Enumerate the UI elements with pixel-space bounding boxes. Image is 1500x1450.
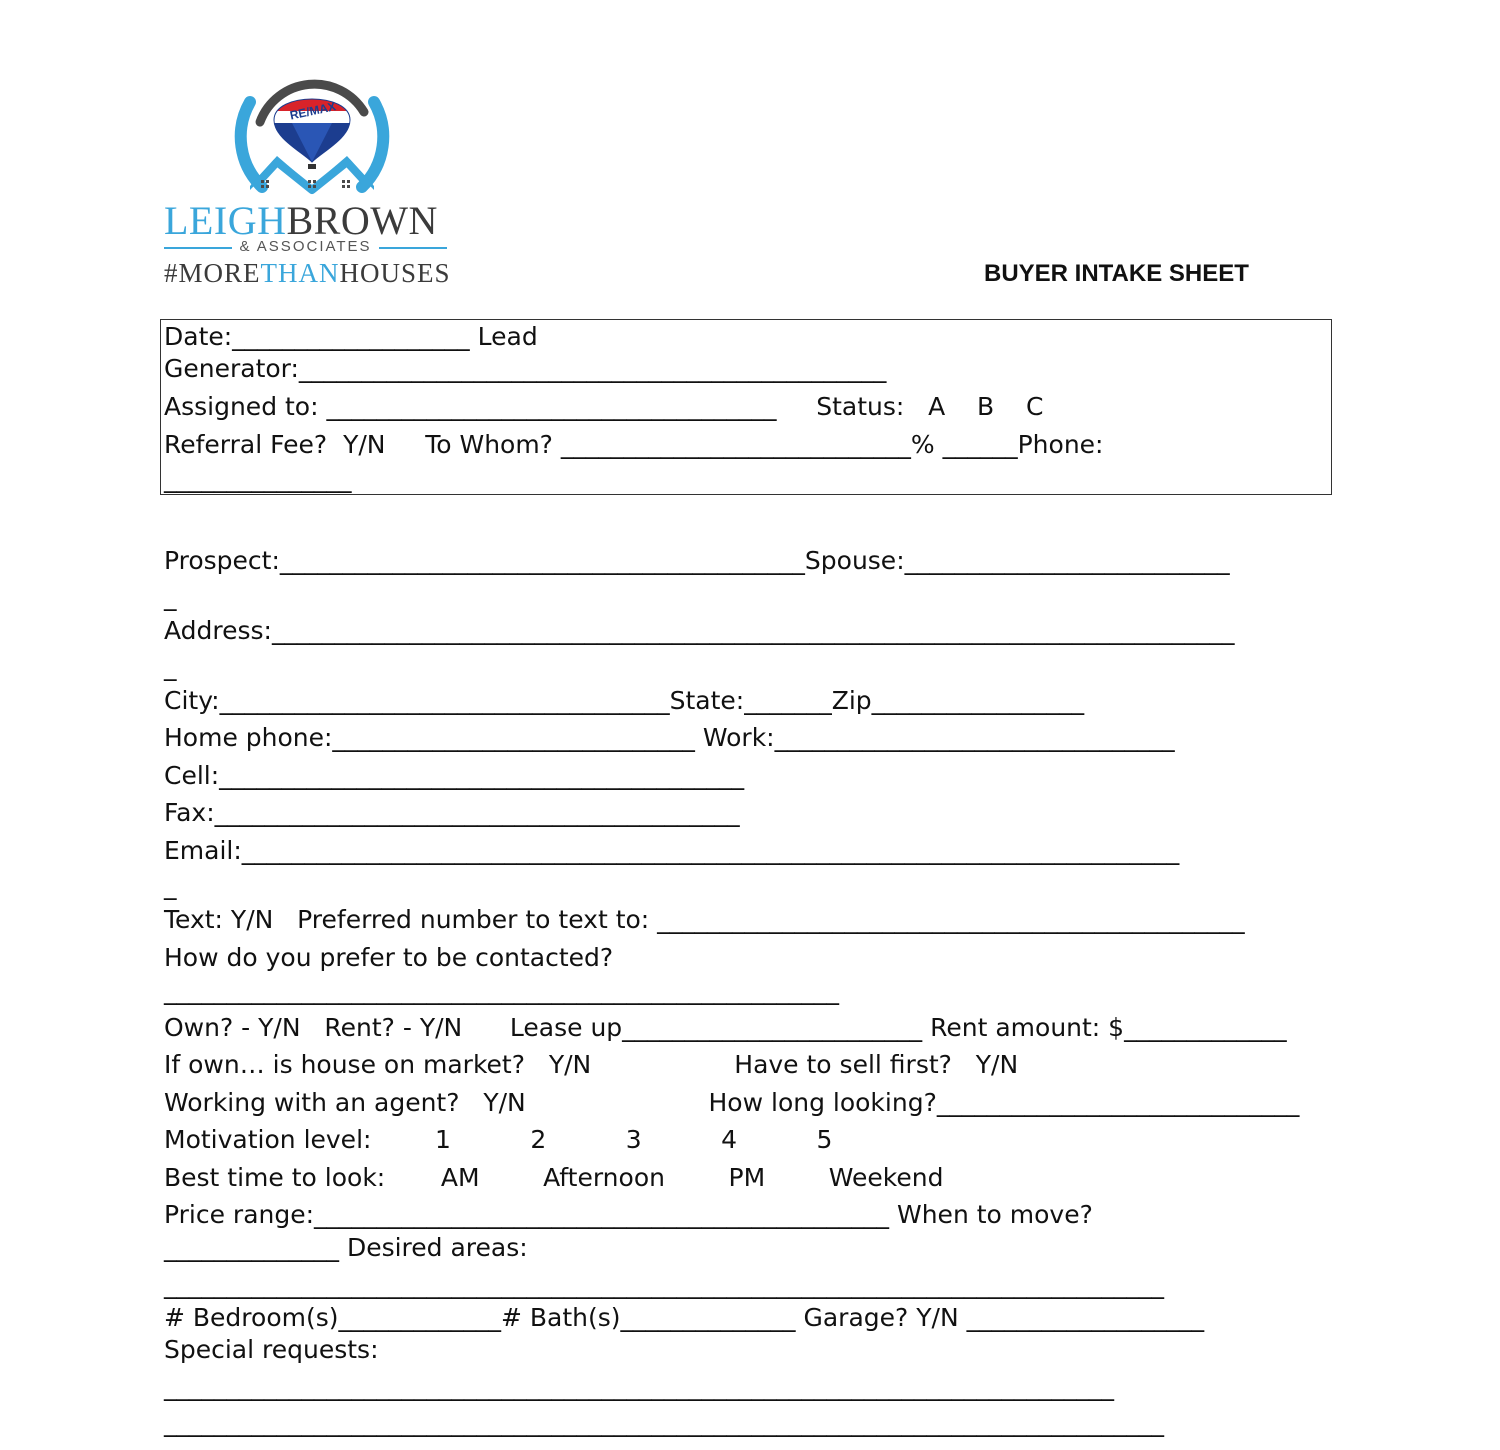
motivation-level-line[interactable]: Motivation level: 1 2 3 4 5 [164,1125,833,1154]
brand-name [164,200,438,242]
special-requests-label: Special requests: [164,1335,379,1364]
best-time-line[interactable]: Best time to look: AM Afternoon PM Weekend [164,1163,944,1192]
agent-looking-line[interactable]: Working with an agent? Y/N How long looking?_____________________________ [164,1088,1300,1117]
fax-line[interactable]: Fax:__________________________________________ [164,798,740,827]
desired-areas-field[interactable]: ________________________________________________________________________________ [164,1270,1164,1299]
date-lead-line[interactable]: Date:___________________ Lead [164,322,538,351]
own-rent-line[interactable]: Own? - Y/N Rent? - Y/N Lease up________________________ Rent amount: $_____________ [164,1013,1287,1042]
bed-bath-garage-line[interactable]: # Bedroom(s)_____________# Bath(s)______________ Garage? Y/N ___________________ [164,1303,1205,1332]
prospect-spouse-line[interactable]: Prospect:__________________________________________Spouse:__________________________ [164,546,1230,575]
referral-phone-line[interactable]: _______________ [164,464,352,493]
special-requests-field-2[interactable]: ________________________________________________________________________________ [164,1408,1164,1437]
email-line[interactable]: Email:___________________________________________________________________________ [164,836,1180,865]
assigned-status-line[interactable]: Assigned to: ____________________________________ Status: A B C [164,392,1044,421]
wrap-underscore: _ [164,871,177,900]
city-state-zip-line[interactable]: City:____________________________________State:_______Zip_________________ [164,686,1085,715]
brand-leigh: LEIGH [164,198,287,243]
price-range-line[interactable]: Price range:______________________________________________ When to move? [164,1200,1093,1229]
special-requests-field[interactable]: ____________________________________________________________________________ [164,1372,1114,1401]
contact-preference-field[interactable]: ______________________________________________________ [164,976,839,1005]
wrap-underscore: _ [164,582,177,611]
brand-subtitle: & ASSOCIATES [164,238,447,256]
brand-hashtag [164,258,451,288]
home-work-phone-line[interactable]: Home phone:_____________________________ Work:________________________________ [164,723,1175,752]
market-sell-first-line[interactable]: If own… is house on market? Y/N Have to sell first? Y/N [164,1050,1019,1079]
text-preference-line[interactable]: Text: Y/N Preferred number to text to: _______________________________________________ [164,905,1245,934]
remax-badge-text: RE/MAX [288,99,338,123]
page-title: BUYER INTAKE SHEET [984,260,1249,287]
brand-brown: BROWN [286,198,438,243]
tag-houses: HOUSES [339,258,451,288]
contact-preference-label: How do you prefer to be contacted? [164,943,614,972]
referral-fee-line[interactable]: Referral Fee? Y/N To Whom? ____________________________% ______Phone: [164,430,1104,459]
lead-generator-line[interactable]: Generator:_______________________________________________ [164,354,887,383]
cell-line[interactable]: Cell:__________________________________________ [164,761,745,790]
wrap-underscore: _ [164,652,177,681]
desired-areas-line[interactable]: ______________ Desired areas: [164,1233,528,1262]
tag-more: #MORE [164,258,261,288]
address-line[interactable]: Address:_____________________________________________________________________________ [164,616,1235,645]
tag-than: THAN [260,258,340,288]
